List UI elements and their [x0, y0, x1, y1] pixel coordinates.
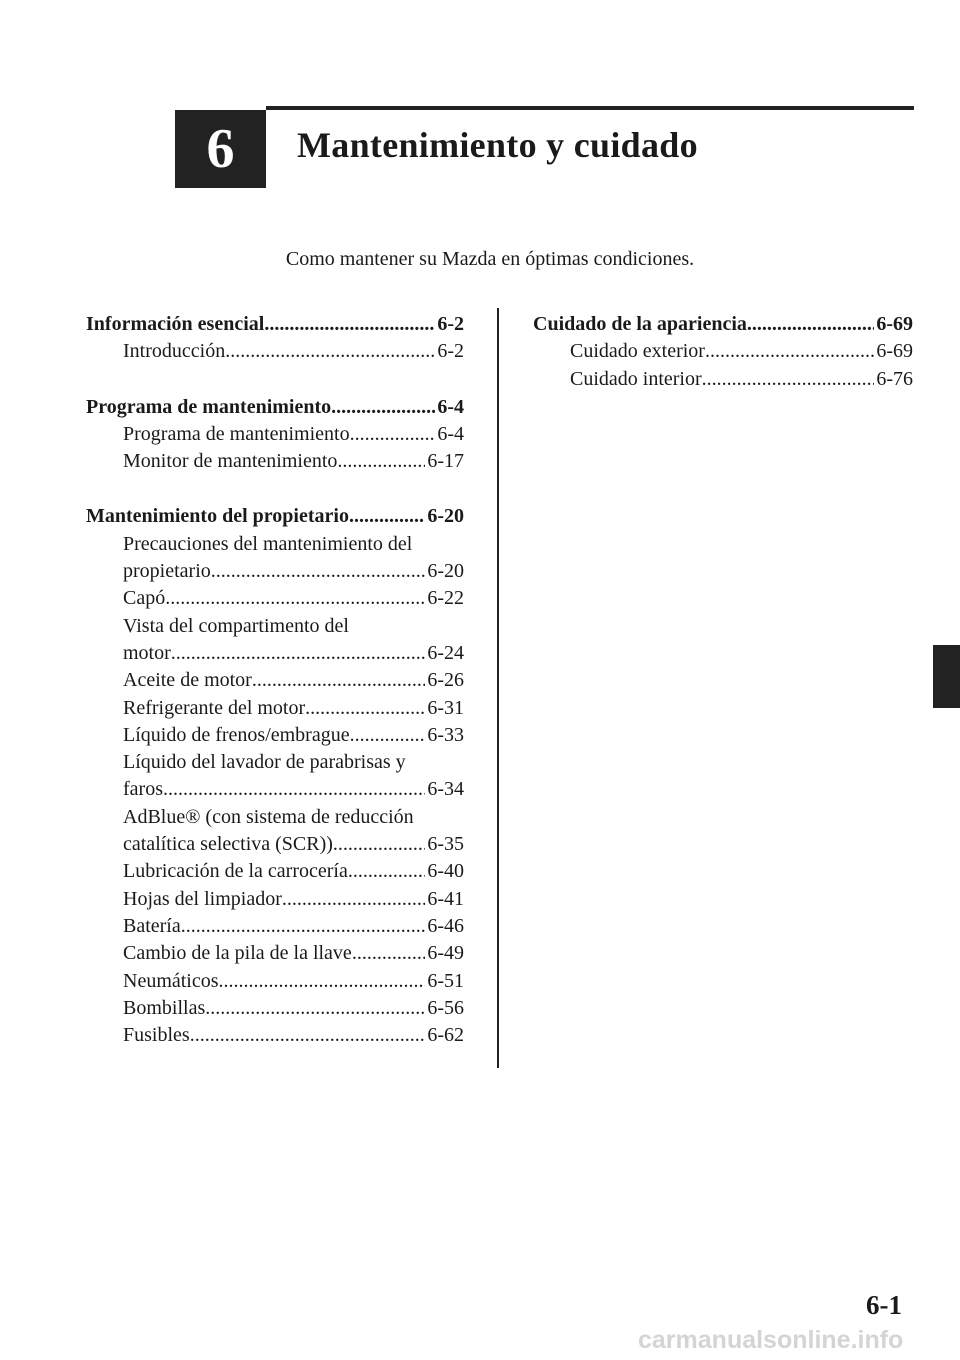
- toc-item-row[interactable]: [86, 968, 464, 995]
- toc-item-label: faros: [123, 778, 163, 801]
- toc-item-row[interactable]: [86, 831, 464, 858]
- leader-dots: [705, 338, 874, 365]
- toc-section-informacion-esencial: [86, 311, 464, 366]
- toc-item-row[interactable]: [86, 585, 464, 612]
- toc-item-row[interactable]: [86, 913, 464, 940]
- toc-heading-label: Programa de mantenimiento: [86, 395, 332, 418]
- toc-item-page: 6-4: [437, 422, 464, 445]
- toc-item-label: Batería: [123, 914, 181, 937]
- toc-item-page: 6-34: [427, 778, 464, 801]
- toc-heading-page: 6-4: [437, 395, 464, 418]
- toc-heading-page: 6-69: [876, 313, 913, 335]
- toc-item-row[interactable]: [86, 722, 464, 749]
- leader-dots: [337, 448, 425, 475]
- toc-item-row[interactable]: [86, 776, 464, 803]
- toc-item-page: 6-26: [427, 669, 464, 692]
- leader-dots: [747, 311, 874, 338]
- toc-item-label: Monitor de mantenimiento: [123, 450, 338, 473]
- toc-item-page: 6-20: [427, 560, 464, 583]
- chapter-title: Mantenimiento y cuidado: [297, 125, 698, 165]
- toc-heading-row[interactable]: [86, 311, 464, 338]
- toc-item-row[interactable]: [533, 366, 913, 393]
- toc-heading-page: 6-20: [427, 505, 464, 528]
- toc-left-column: [86, 311, 464, 1077]
- toc-item-line[interactable]: AdBlue® (con sistema de reducción: [123, 805, 414, 828]
- toc-item-page: 6-33: [427, 723, 464, 746]
- toc-right-column: [533, 311, 913, 421]
- column-divider: [497, 308, 499, 1068]
- toc-heading-row[interactable]: [86, 394, 464, 421]
- leader-dots: [190, 1022, 426, 1049]
- toc-item-label: Lubricación de la carrocería: [123, 860, 348, 883]
- leader-dots: [205, 995, 425, 1022]
- toc-item-line[interactable]: Líquido del lavador de parabrisas y: [123, 751, 406, 774]
- toc-item-page: 6-24: [427, 641, 464, 664]
- toc-heading-label: Cuidado de la apariencia: [533, 313, 747, 335]
- leader-dots: [331, 394, 435, 421]
- leader-dots: [350, 722, 426, 749]
- toc-section-programa-mantenimiento: [86, 394, 464, 476]
- leader-dots: [350, 421, 436, 448]
- toc-item-page: 6-69: [876, 340, 913, 363]
- leader-dots: [181, 913, 426, 940]
- leader-dots: [348, 858, 425, 885]
- toc-item-row[interactable]: [86, 640, 464, 667]
- toc-item-label: Cuidado interior: [570, 367, 702, 390]
- toc-item-row[interactable]: [86, 667, 464, 694]
- toc-heading-row[interactable]: [533, 311, 913, 338]
- chapter-subtitle: Como mantener su Mazda en óptimas condiciones.: [285, 248, 695, 270]
- toc-item-label: Cuidado exterior: [570, 340, 705, 363]
- leader-dots: [252, 667, 425, 694]
- toc-item-row[interactable]: [86, 995, 464, 1022]
- chapter-side-tab: [933, 645, 960, 708]
- toc-item-page: 6-35: [427, 833, 464, 856]
- toc-item-row[interactable]: [86, 558, 464, 585]
- toc-item-label: Programa de mantenimiento: [123, 422, 350, 445]
- leader-dots: [171, 640, 426, 667]
- toc-item-row[interactable]: [86, 886, 464, 913]
- toc-item-page: 6-46: [427, 914, 464, 937]
- toc-item-label: Introducción: [123, 340, 226, 363]
- toc-item-label: Aceite de motor: [123, 669, 252, 692]
- toc-item-row[interactable]: [533, 338, 913, 365]
- toc-heading-label: Mantenimiento del propietario: [86, 505, 349, 528]
- toc-item-label: Hojas del limpiador: [123, 887, 282, 910]
- toc-item-row[interactable]: [86, 1022, 464, 1049]
- page-number: 6-1: [866, 1290, 902, 1320]
- toc-item-row[interactable]: [86, 448, 464, 475]
- toc-item-label: Neumáticos: [123, 969, 219, 992]
- toc-section-cuidado-apariencia: [533, 311, 913, 393]
- leader-dots: [305, 695, 425, 722]
- leader-dots: [219, 968, 426, 995]
- toc-item-row[interactable]: [86, 421, 464, 448]
- leader-dots: [352, 940, 426, 967]
- toc-item-row[interactable]: [86, 695, 464, 722]
- toc-item-page: 6-40: [427, 860, 464, 883]
- toc-item-line[interactable]: Vista del compartimento del: [123, 614, 349, 637]
- toc-item-line[interactable]: Precauciones del mantenimiento del: [123, 532, 413, 555]
- toc-item-page: 6-31: [427, 696, 464, 719]
- toc-item-row[interactable]: [86, 338, 464, 365]
- toc-item-page: 6-76: [876, 367, 913, 390]
- leader-dots: [282, 886, 425, 913]
- toc-item-page: 6-56: [427, 996, 464, 1019]
- toc-item-page: 6-49: [427, 942, 464, 965]
- toc-item-label: Líquido de frenos/embrague: [123, 723, 350, 746]
- chapter-number-box: [175, 110, 266, 188]
- leader-dots: [264, 311, 435, 338]
- toc-item-page: 6-41: [427, 887, 464, 910]
- toc-item-row[interactable]: [86, 940, 464, 967]
- toc-item-label: catalítica selectiva (SCR)): [123, 833, 333, 856]
- toc-item-label: Bombillas: [123, 996, 206, 1019]
- toc-item-row[interactable]: [86, 858, 464, 885]
- toc-item-page: 6-62: [427, 1024, 464, 1047]
- leader-dots: [333, 831, 425, 858]
- leader-dots: [702, 366, 875, 393]
- leader-dots: [211, 558, 426, 585]
- toc-item-label: Fusibles: [123, 1024, 190, 1047]
- toc-item-label: Capó: [123, 587, 166, 610]
- title-rule: [266, 106, 914, 110]
- toc-item-label: motor: [123, 641, 171, 664]
- leader-dots: [165, 585, 425, 612]
- watermark: carmanualsonline.info: [638, 1326, 904, 1354]
- toc-heading-row[interactable]: [86, 503, 464, 530]
- toc-item-label: Refrigerante del motor: [123, 696, 306, 719]
- toc-item-label: propietario: [123, 560, 211, 583]
- toc-item-page: 6-22: [427, 587, 464, 610]
- toc-item-label: Cambio de la pila de la llave: [123, 942, 352, 965]
- leader-dots: [163, 776, 425, 803]
- toc-item-page: 6-17: [427, 450, 464, 473]
- leader-dots: [349, 503, 425, 530]
- toc-heading-label: Información esencial: [86, 313, 265, 335]
- toc-section-mantenimiento-propietario: [86, 503, 464, 1049]
- toc-item-page: 6-51: [427, 969, 464, 992]
- chapter-number: 6: [206, 118, 235, 180]
- leader-dots: [225, 338, 435, 365]
- toc-item-page: 6-2: [437, 340, 464, 363]
- toc-heading-page: 6-2: [437, 313, 464, 335]
